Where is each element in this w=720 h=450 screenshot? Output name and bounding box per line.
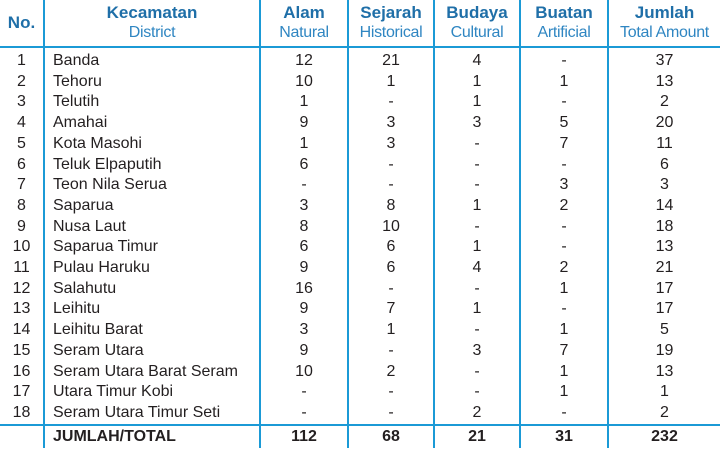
table-row	[0, 279, 720, 300]
header-district-en: District	[128, 24, 176, 41]
cell-natural: -	[260, 403, 348, 425]
cell-no: 8	[17, 196, 26, 214]
header-no-label: No.	[7, 13, 36, 32]
table-row	[0, 217, 720, 238]
table-row	[0, 382, 720, 403]
header-total-id: Jumlah	[634, 3, 695, 22]
cell-district: Teon Nila Serua	[44, 175, 260, 196]
cell-district: Tehoru	[44, 72, 260, 93]
cell-artificial: -	[520, 299, 608, 320]
cell-natural: 9	[260, 258, 348, 279]
cell-artificial: -	[520, 237, 608, 258]
header-total-en: Total Amount	[620, 24, 709, 41]
table-footer	[0, 425, 720, 448]
cell-district: Utara Timur Kobi	[44, 382, 260, 403]
cell-total: 1	[608, 382, 720, 403]
header-total	[608, 0, 720, 47]
total-artificial: 31	[520, 425, 608, 448]
cell-district: Saparua Timur	[44, 237, 260, 258]
cell-district: Amahai	[44, 113, 260, 134]
cell-cultural: -	[434, 362, 520, 383]
cell-artificial: 3	[520, 175, 608, 196]
total-historical: 68	[348, 425, 434, 448]
cell-cultural: 1	[434, 237, 520, 258]
table-row	[0, 320, 720, 341]
cell-artificial: 1	[520, 279, 608, 300]
cell-no: 2	[17, 72, 26, 90]
cell-natural: 9	[260, 299, 348, 320]
cell-cultural: 1	[434, 299, 520, 320]
table-row	[0, 113, 720, 134]
cell-cultural: -	[434, 279, 520, 300]
header-artificial-en: Artificial	[537, 24, 591, 41]
cell-historical: 10	[348, 217, 434, 238]
cell-total: 6	[608, 155, 720, 176]
table-row	[0, 47, 720, 72]
cell-artificial: 1	[520, 72, 608, 93]
table-row	[0, 92, 720, 113]
cell-no: 11	[13, 259, 30, 277]
cell-no: 16	[12, 362, 31, 380]
header-district	[44, 0, 260, 47]
total-label: JUMLAH/TOTAL	[44, 425, 260, 448]
total-natural: 112	[260, 425, 348, 448]
cell-artificial: 2	[520, 196, 608, 217]
table-row	[0, 341, 720, 362]
cell-natural: 3	[260, 320, 348, 341]
cell-artificial: 1	[520, 320, 608, 341]
cell-cultural: 2	[434, 403, 520, 425]
cell-cultural: -	[434, 175, 520, 196]
cell-no: 10	[12, 238, 31, 256]
cell-historical: -	[348, 92, 434, 113]
cell-total: 17	[608, 299, 720, 320]
total-row	[0, 425, 720, 448]
cell-total: 17	[608, 279, 720, 300]
cell-total: 21	[608, 258, 720, 279]
cell-district: Salahutu	[44, 279, 260, 300]
cell-natural: 12	[260, 47, 348, 72]
cell-district: Leihitu Barat	[44, 320, 260, 341]
cell-cultural: 4	[434, 258, 520, 279]
cell-cultural: -	[434, 382, 520, 403]
cell-district: Teluk Elpaputih	[44, 155, 260, 176]
table-row	[0, 72, 720, 93]
cell-cultural: -	[434, 217, 520, 238]
cell-no: 5	[17, 134, 26, 152]
cell-total: 37	[608, 47, 720, 72]
table-row	[0, 134, 720, 155]
cell-historical: -	[348, 403, 434, 425]
cell-total: 5	[608, 320, 720, 341]
header-natural	[260, 0, 348, 47]
cell-cultural: 3	[434, 341, 520, 362]
header-cultural	[434, 0, 520, 47]
cell-total: 2	[608, 403, 720, 425]
cell-historical: 2	[348, 362, 434, 383]
cell-artificial: -	[520, 92, 608, 113]
header-row	[0, 0, 720, 47]
cell-total: 18	[608, 217, 720, 238]
cell-no: 4	[17, 114, 26, 132]
cell-historical: -	[348, 175, 434, 196]
total-total: 232	[608, 425, 720, 448]
cell-district: Seram Utara Timur Seti	[44, 403, 260, 425]
cell-cultural: 3	[434, 113, 520, 134]
header-historical	[348, 0, 434, 47]
cell-cultural: -	[434, 134, 520, 155]
cell-total: 19	[608, 341, 720, 362]
cell-historical: 7	[348, 299, 434, 320]
cell-artificial: -	[520, 403, 608, 425]
cell-natural: 6	[260, 155, 348, 176]
header-artificial-id: Buatan	[535, 3, 593, 22]
cell-natural: 9	[260, 341, 348, 362]
cell-artificial: 5	[520, 113, 608, 134]
cell-natural: 9	[260, 113, 348, 134]
cell-total: 3	[608, 175, 720, 196]
cell-cultural: 4	[434, 47, 520, 72]
cell-historical: 3	[348, 134, 434, 155]
cell-district: Leihitu	[44, 299, 260, 320]
table-row	[0, 196, 720, 217]
header-natural-en: Natural	[279, 24, 329, 41]
table-row	[0, 258, 720, 279]
cell-no: 3	[17, 93, 26, 111]
cell-historical: 6	[348, 258, 434, 279]
cell-historical: 8	[348, 196, 434, 217]
cell-no: 13	[12, 300, 31, 318]
table-body	[0, 47, 720, 425]
cell-historical: -	[348, 279, 434, 300]
cell-artificial: -	[520, 47, 608, 72]
cell-artificial: -	[520, 217, 608, 238]
header-artificial	[520, 0, 608, 47]
cell-historical: -	[348, 341, 434, 362]
cell-historical: 1	[348, 320, 434, 341]
cell-artificial: -	[520, 155, 608, 176]
cell-artificial: 2	[520, 258, 608, 279]
cell-natural: 1	[260, 92, 348, 113]
cell-district: Seram Utara	[44, 341, 260, 362]
cell-cultural: -	[434, 155, 520, 176]
cell-natural: -	[260, 382, 348, 403]
cell-natural: 10	[260, 362, 348, 383]
cell-district: Pulau Haruku	[44, 258, 260, 279]
cell-no: 17	[12, 383, 31, 401]
table-row	[0, 403, 720, 425]
cell-total: 14	[608, 196, 720, 217]
cell-natural: 3	[260, 196, 348, 217]
header-district-id: Kecamatan	[106, 3, 198, 22]
cell-cultural: -	[434, 320, 520, 341]
cell-natural: 1	[260, 134, 348, 155]
cell-no: 1	[17, 52, 26, 69]
header-historical-en: Historical	[359, 24, 423, 41]
table-row	[0, 299, 720, 320]
cell-total: 20	[608, 113, 720, 134]
cell-natural: -	[260, 175, 348, 196]
cell-no: 7	[17, 176, 26, 194]
cell-total: 11	[608, 134, 720, 155]
cell-district: Saparua	[44, 196, 260, 217]
header-cultural-id: Budaya	[446, 3, 508, 22]
cell-artificial: 7	[520, 341, 608, 362]
cell-district: Kota Masohi	[44, 134, 260, 155]
table-header	[0, 0, 720, 47]
total-cultural: 21	[434, 425, 520, 448]
cell-cultural: 1	[434, 72, 520, 93]
cell-district: Telutih	[44, 92, 260, 113]
cell-no: 18	[12, 403, 31, 421]
cell-no: 6	[17, 155, 26, 173]
cell-artificial: 7	[520, 134, 608, 155]
cell-district: Nusa Laut	[44, 217, 260, 238]
cell-district: Banda	[44, 47, 260, 72]
table-row	[0, 362, 720, 383]
cell-no: 15	[12, 341, 31, 359]
cell-historical: -	[348, 155, 434, 176]
header-cultural-en: Cultural	[450, 24, 504, 41]
cell-no: 12	[12, 279, 31, 297]
cell-total: 13	[608, 362, 720, 383]
cell-cultural: 1	[434, 92, 520, 113]
header-historical-id: Sejarah	[360, 3, 422, 22]
cell-natural: 16	[260, 279, 348, 300]
total-cell-no	[0, 425, 44, 448]
table-row	[0, 175, 720, 196]
header-no	[0, 0, 44, 47]
cell-no: 14	[12, 321, 31, 339]
header-natural-id: Alam	[283, 3, 325, 22]
cell-historical: 21	[348, 47, 434, 72]
cell-historical: 6	[348, 237, 434, 258]
cell-no: 9	[17, 217, 26, 235]
table-row	[0, 155, 720, 176]
cell-natural: 6	[260, 237, 348, 258]
cell-total: 2	[608, 92, 720, 113]
cell-historical: 3	[348, 113, 434, 134]
cell-natural: 10	[260, 72, 348, 93]
cell-total: 13	[608, 237, 720, 258]
cell-cultural: 1	[434, 196, 520, 217]
cell-natural: 8	[260, 217, 348, 238]
table-row	[0, 237, 720, 258]
cell-artificial: 1	[520, 382, 608, 403]
cell-historical: 1	[348, 72, 434, 93]
cell-total: 13	[608, 72, 720, 93]
cell-artificial: 1	[520, 362, 608, 383]
cell-historical: -	[348, 382, 434, 403]
cell-district: Seram Utara Barat Seram	[44, 362, 260, 383]
